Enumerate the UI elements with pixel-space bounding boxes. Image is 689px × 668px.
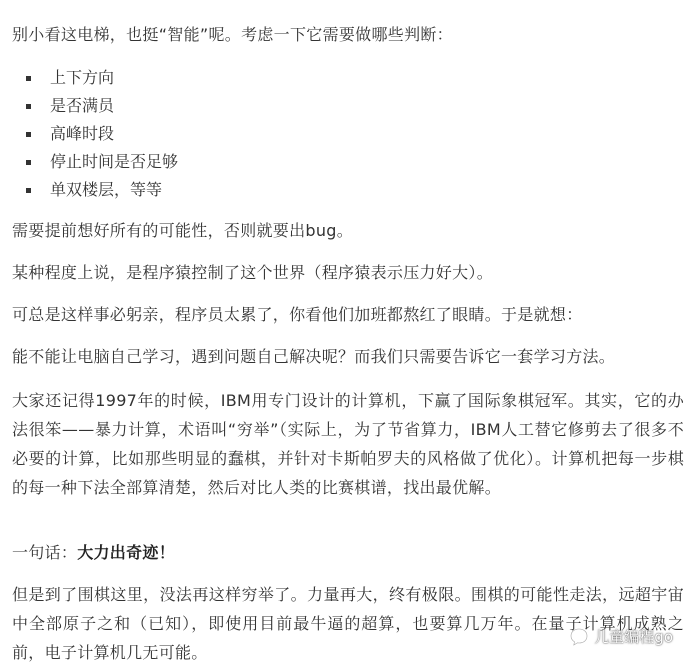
summary-bold: 大力出奇迹！ xyxy=(77,543,176,562)
list-item xyxy=(26,92,178,120)
judgment-list xyxy=(26,64,178,204)
bullet-icon xyxy=(26,104,31,109)
chat-bubble-icon xyxy=(569,627,589,647)
list-item-text: 停止时间是否足够 xyxy=(50,152,179,171)
self-learning-paragraph: 能不能让电脑自己学习，遇到问题自己解决呢？而我们只需要告诉它一套学习方法。 xyxy=(12,347,616,366)
list-item-text: 单双楼层，等等 xyxy=(50,180,163,199)
list-item xyxy=(26,176,178,204)
summary-prefix: 一句话： xyxy=(12,543,78,562)
bullet-icon xyxy=(26,188,31,193)
list-item-text: 上下方向 xyxy=(50,68,115,87)
bug-paragraph: 需要提前想好所有的可能性，否则就要出bug。 xyxy=(12,221,354,240)
list-item xyxy=(26,148,178,176)
list-item-text: 高峰时段 xyxy=(50,124,115,143)
control-world-paragraph: 某种程度上说，是程序猿控制了这个世界（程序猿表示压力好大）。 xyxy=(12,263,494,282)
watermark xyxy=(569,626,673,647)
ibm-chess-paragraph: 大家还记得1997年的时候，IBM用专门设计的计算机，下赢了国际象棋冠军。其实，它的办法很笨——暴力计算，术语叫“穷举”（实际上，为了节省算力，IBM人工替它修剪去了很多不必要的计算，比如那些明显的蠢棋，并针对卡斯帕罗夫的风格做了优化）。计算机把每一步棋的每一种下法全部算清楚，然后对比人类的比赛棋谱，找出最优解。 xyxy=(12,391,684,497)
list-item xyxy=(26,64,178,92)
intro-paragraph: 别小看这电梯，也挺“智能”呢。考虑一下它需要做哪些判断： xyxy=(12,25,453,44)
programmer-tired-paragraph: 可总是这样事必躬亲，程序员太累了，你看他们加班都熬红了眼睛。于是就想： xyxy=(12,305,583,324)
bullet-icon xyxy=(26,160,31,165)
list-item xyxy=(26,120,178,148)
bullet-icon xyxy=(26,132,31,137)
watermark-text: 儿童编程go xyxy=(594,628,673,646)
bullet-icon xyxy=(26,76,31,81)
summary-paragraph xyxy=(12,538,175,567)
list-item-text: 是否满员 xyxy=(50,96,115,115)
go-paragraph: 但是到了围棋这里，没法再这样穷举了。力量再大，终有极限。围棋的可能性走法，远超宇宙中全部原子之和（已知），即使用目前最牛逼的超算，也要算几万年。在量子计算机成熟之前，电子计算机几无可能。 xyxy=(12,585,684,662)
